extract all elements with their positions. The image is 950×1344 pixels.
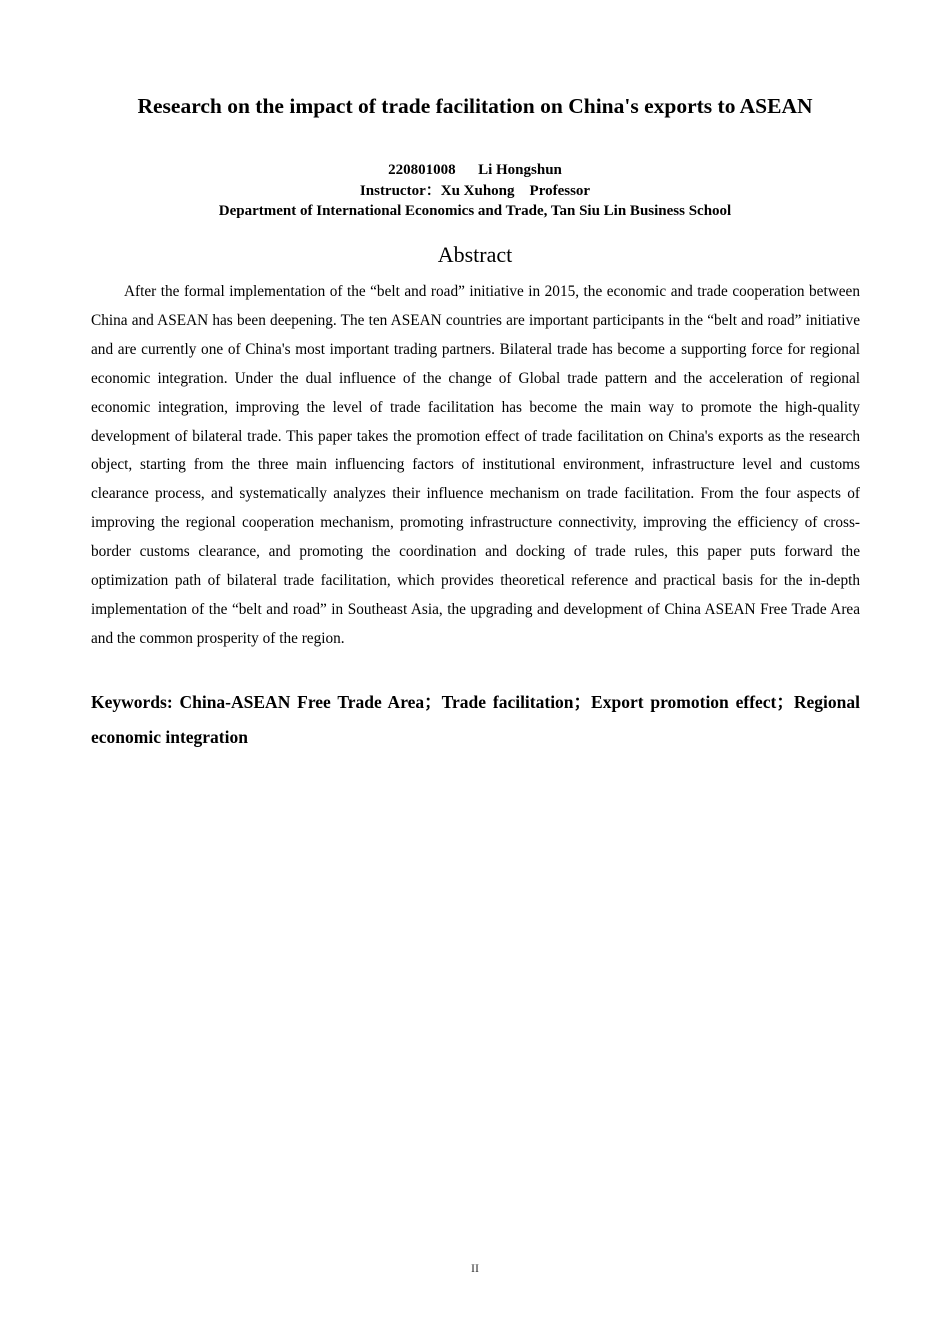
author-block: [0, 160, 950, 222]
instructor-line: Instructor：Xu Xuhong Professor: [359, 182, 591, 199]
department-line: Department of International Economics and Trade, Tan Siu Lin Business School: [218, 203, 732, 219]
keywords: Keywords: China-ASEAN Free Trade Area；Trade facilitation；Export promotion effect；Regional economic integration: [91, 692, 860, 747]
page-number: II: [471, 1261, 479, 1275]
abstract-paragraph: After the formal implementation of the “belt and road” initiative in 2015, the economic and trade cooperation between China and ASEAN has been deepening. The ten ASEAN countries are important participants in the “belt and road” initiative and are currently one of China's most important trading partners. Bilateral trade has become a supporting force for regional economic integration. Under the dual influence of the change of Global trade pattern and the acceleration of regional economic integration, improving the level of trade facilitation has become the main way to promote the high-quality development of bilateral trade. This paper takes the promotion effect of trade facilitation on China's exports as the research object, starting from the three main influencing factors of institutional environment, infrastructure level and customs clearance process, and systematically analyzes their influence mechanism on trade facilitation. From the four aspects of improving the regional cooperation mechanism, promoting infrastructure connectivity, improving the efficiency of cross-border customs clearance, and promoting the coordination and docking of trade rules, this paper puts forward the optimization path of bilateral trade facilitation, which provides theoretical reference and practical basis for the in-depth implementation of the “belt and road” in Southeast Asia, the upgrading and development of China ASEAN Free Trade Area and the common prosperity of the region.: [91, 283, 860, 647]
abstract-heading: Abstract: [437, 242, 513, 267]
author-line: 220801008 Li Hongshun: [388, 162, 562, 178]
paper-title: Research on the impact of trade facilitation on China's exports to ASEAN: [137, 94, 813, 118]
